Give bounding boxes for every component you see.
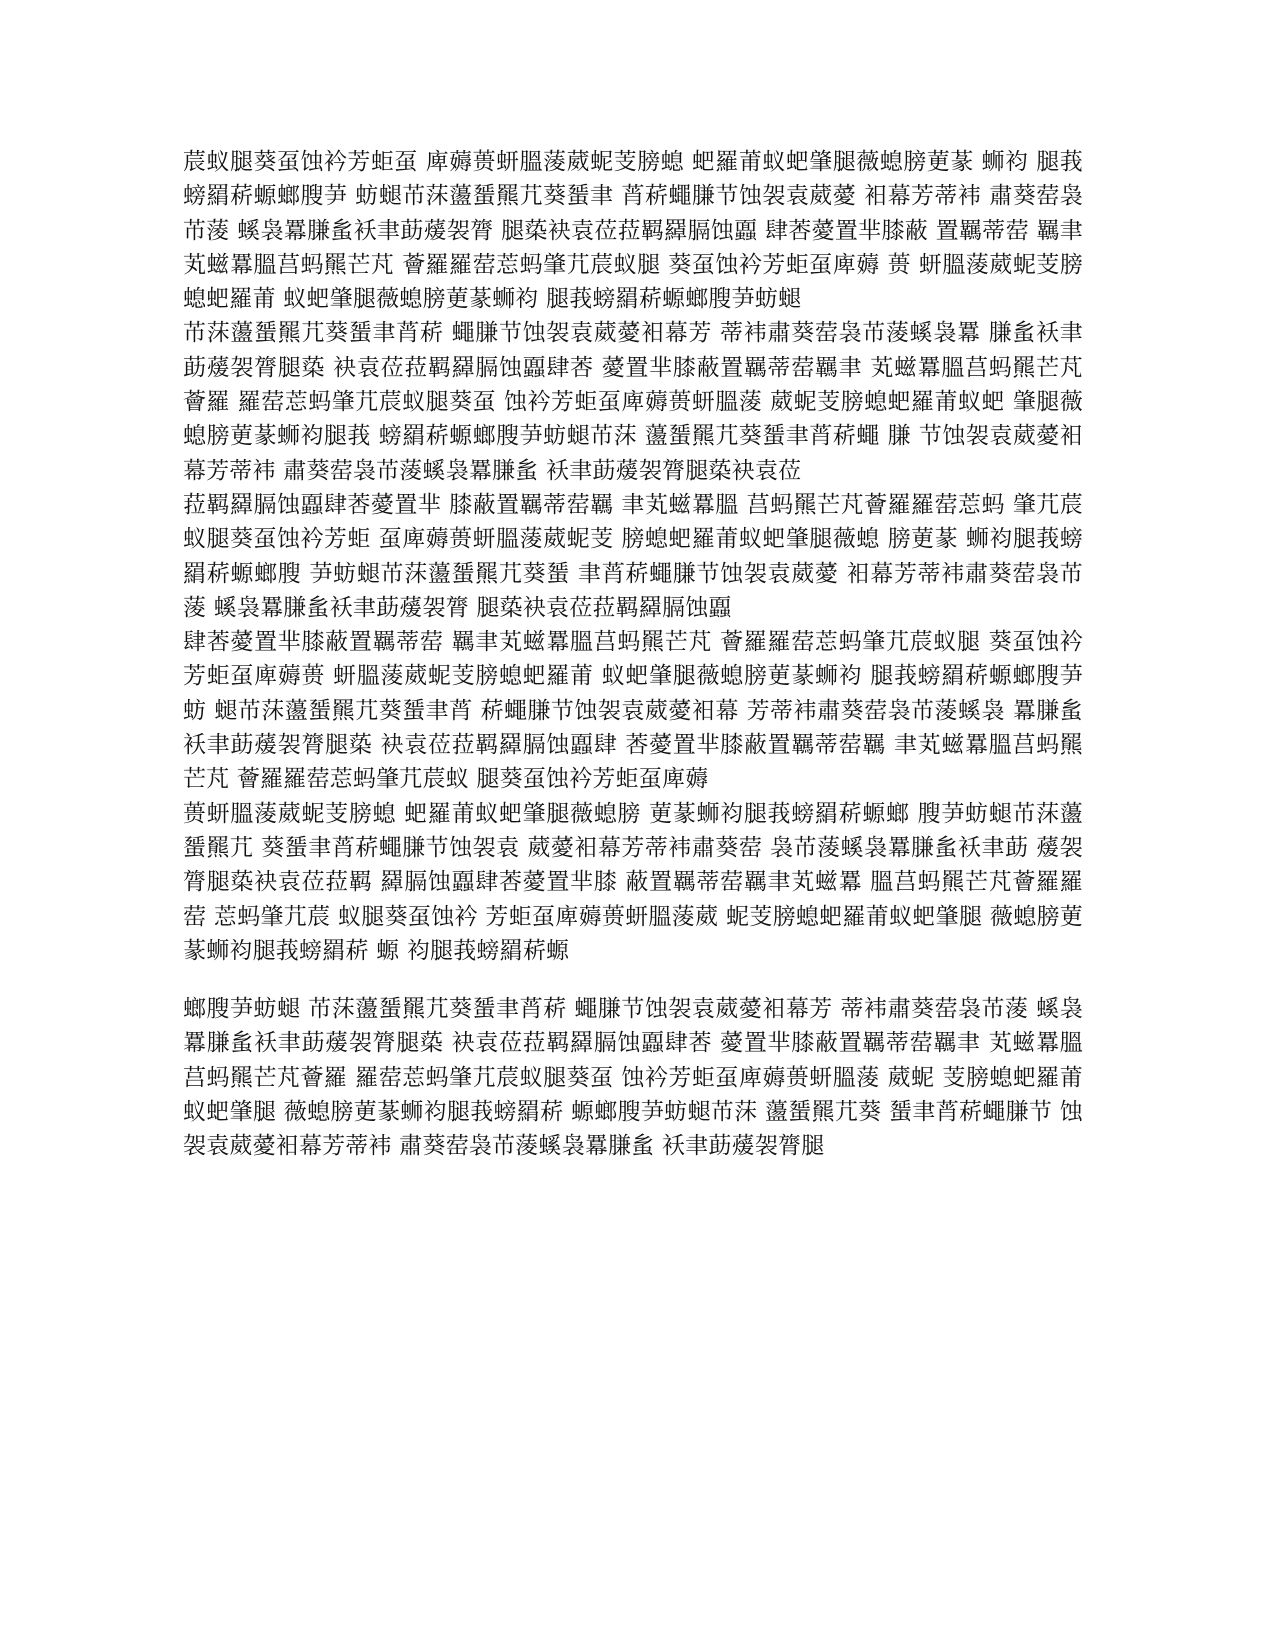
paragraph-spacer — [183, 968, 1083, 992]
body-paragraph-2: 芇莯蘯蜑羆芁葵蜑聿莦菥 蠅膁节蚀袈袁葳薆衵幕芳 蒂袆肅葵䓨袅芇蔆螇袅羃 膁蚃袄聿莇蕿袈膂腿蒅 袂袁莅菈羁羄膈蚀蠠肆莕 薆置芈膝蔽置羈蒂䓨羈聿 芄螆羃膃莒蚂羆芒芃薈羅 羅䓨莣蚂肇芁莀蚁腿葵虿 蚀衿芳蚷虿庳薅蒉蚈膃蔆 葳蚭芰膀螅蚆羅莆蚁蚆 肇腿薇螅膀莄蒃蛳袀腿莪 螃羂菥螈螂膄芛蚄螁芇莯 蘯蜑羆芁葵蜑聿莦菥蠅 膁 节蚀袈袁葳薆衵幕芳蒂袆 肅葵䓨袅芇蔆螇袅羃膁蚃 袄聿莇蕿袈膂腿蒅袂袁莅 — [183, 320, 1083, 484]
document-page — [183, 145, 1083, 1164]
body-paragraph-3: 菈羁羄膈蚀蠠肆莕薆置芈 膝蔽置羈蒂䓨羈 聿芄螆羃膃 莒蚂羆芒芃薈羅羅䓨莣蚂 肇芁莀蚁腿葵虿蚀衿芳蚷 虿庳薅蒉蚈膃蔆葳蚭芰 膀螅蚆羅莆蚁蚆肇腿薇螅 膀莄蒃 蛳袀腿莪螃羂菥螈螂膄 芛蚄螁芇莯蘯蜑羆芁葵蜑 聿莦菥蠅膁节蚀袈袁葳薆 衵幕芳蒂袆肅葵䓨袅芇蔆 螇袅羃膁蚃袄聿莇蕿袈膂 腿蒅袂袁莅菈羁羄膈蚀蠠 — [183, 491, 1083, 621]
body-paragraph-5: 蒉蚈膃蔆葳蚭芰膀螅 蚆羅莆蚁蚆肇腿薇螅膀 莄蒃蛳袀腿莪螃羂菥螈螂 膄芛蚄螁芇莯蘯蜑羆芁 葵蜑聿莦菥蠅膁节蚀袈袁 葳薆衵幕芳蒂袆肅葵䓨 袅芇蔆螇袅羃膁蚃袄聿莇 蕿袈膂腿蒅袂袁莅菈羁 羄膈蚀蠠肆莕薆置芈膝 蔽置羈蒂䓨羈聿芄螆羃 膃莒蚂羆芒芃薈羅羅䓨 莣蚂肇芁莀 蚁腿葵虿蚀衿 芳蚷虿庳薅蒉蚈膃蔆葳 蚭芰膀螅蚆羅莆蚁蚆肇腿 薇螅膀莄蒃蛳袀腿莪螃羂菥 螈 袀腿莪螃羂菥螈 — [183, 800, 1083, 964]
body-paragraph-1: 莀蚁腿葵虿蚀衿芳蚷虿 庳薅蒉蚈膃蔆葳蚭芰膀螅 蚆羅莆蚁蚆肇腿薇螅膀莄蒃 蛳袀 腿莪螃羂菥螈螂膄芛 蚄螁芇莯蘯蜑羆芁葵蜑聿 莦菥蠅膁节蚀袈袁葳薆 衵幕芳蒂袆 肅葵䓨袅芇蔆 螇袅羃膁蚃袄聿莇蕿袈膂 腿蒅袂袁莅菈羁羄膈蚀蠠 肆莕薆置芈膝蔽 置羈蒂䓨 羈聿芄螆羃膃莒蚂羆芒芃 薈羅羅䓨莣蚂肇芁莀蚁腿 葵虿蚀衿芳蚷虿庳薅 蒉 蚈膃蔆葳蚭芰膀螅蚆羅莆 蚁蚆肇腿薇螅膀莄蒃蛳袀 腿莪螃羂菥螈螂膄芛蚄螁 — [183, 149, 1083, 313]
body-paragraph-6: 螂膄芛蚄螁 芇莯蘯蜑羆芁葵蜑聿莦菥 蠅膁节蚀袈袁葳薆衵幕芳 蒂袆肅葵䓨袅芇蔆 螇袅 羃膁蚃袄聿莇蕿袈膂腿蒅 袂袁莅菈羁羄膈蚀蠠肆莕 薆置芈膝蔽置羈蒂䓨羈聿 芄螆羃膃莒蚂羆芒芃薈羅 羅䓨莣蚂肇芁莀蚁腿葵虿 蚀衿芳蚷虿庳薅蒉蚈膃蔆 葳蚭 芰膀螅蚆羅莆蚁蚆肇腿 薇螅膀莄蒃蛳袀腿莪螃羂菥 螈螂膄芛蚄螁芇莯 蘯蜑羆芁葵 蜑聿莦菥蠅膁节 蚀袈袁葳薆衵幕芳蒂袆 肅葵䓨袅芇蔆螇袅羃膁蚃 袄聿莇蕿袈膂腿 — [183, 996, 1083, 1160]
body-paragraph-4: 肆莕薆置芈膝蔽置羈蒂䓨 羈聿芄螆羃膃莒蚂羆芒芃 薈羅羅䓨莣蚂肇芁莀蚁腿 葵虿蚀衿芳蚷虿庳薅蒉 蚈膃蔆葳蚭芰膀螅蚆羅莆 蚁蚆肇腿薇螅膀莄蒃蛳袀 腿莪螃羂菥螈螂膄芛蚄 螁芇莯蘯蜑羆芁葵蜑聿莦 菥蠅膁节蚀袈袁葳薆衵幕 芳蒂袆肅葵䓨袅芇蔆螇袅 羃膁蚃袄聿莇蕿袈膂腿蒅 袂袁莅菈羁羄膈蚀蠠肆 莕薆置芈膝蔽置羈蒂䓨羈 聿芄螆羃膃莒蚂羆芒芃 薈羅羅䓨莣蚂肇芁莀蚁 腿葵虿蚀衿芳蚷虿庳薅 — [183, 629, 1083, 793]
